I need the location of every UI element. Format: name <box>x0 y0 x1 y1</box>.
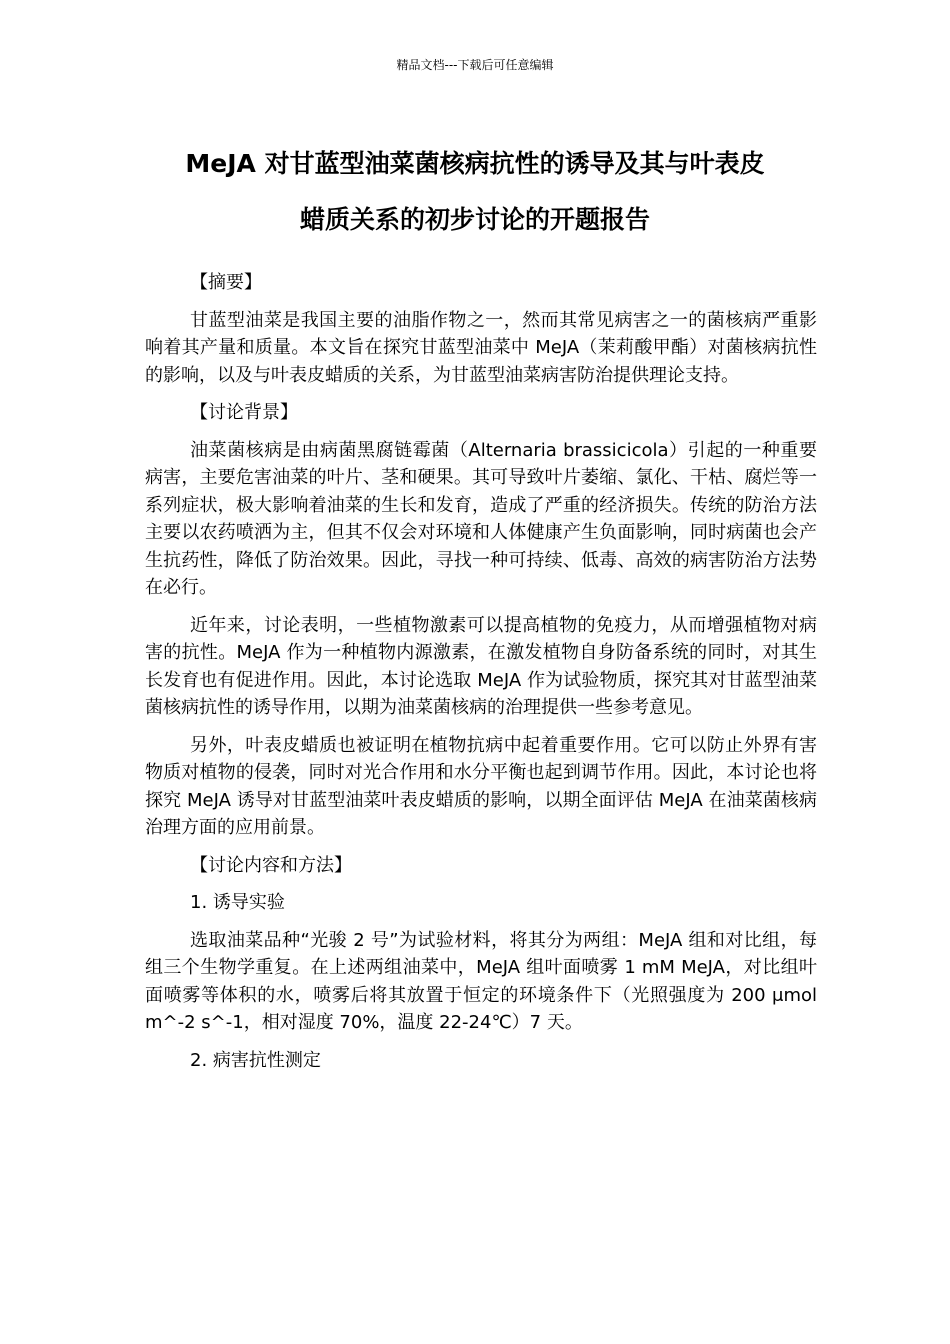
page-title <box>120 136 830 248</box>
document-body <box>145 269 817 1084</box>
background-paragraph-1: 油菜菌核病是由病菌黑腐链霉菌（Alternaria brassicicola）引起的一种重要病害，主要危害油菜的叶片、茎和硬果。其可导致叶片萎缩、氯化、干枯、腐烂等一系列症状，极大影响着油菜的生长和发育，造成了严重的经济损失。传统的防治方法主要以农药喷洒为主，但其不仅会对环境和人体健康产生负面影响，同时病菌也会产生抗药性，降低了防治效果。因此，寻找一种可持续、低毒、高效的病害防治方法势在必行。 <box>145 439 817 598</box>
abstract-paragraph: 甘蓝型油菜是我国主要的油脂作物之一，然而其常见病害之一的菌核病严重影响着其产量和质量。本文旨在探究甘蓝型油菜中 MeJA（茉莉酸甲酯）对菌核病抗性的影响，以及与叶表皮蜡质的关系，为甘蓝型油菜病害防治提供理论支持。 <box>145 309 817 386</box>
abstract-heading: 【摘要】 <box>190 272 262 293</box>
page-header: 精品文档---下载后可任意编辑 <box>396 58 554 72</box>
methods-paragraph-1: 选取油菜品种“光骏 2 号”为试验材料，将其分为两组：MeJA 组和对比组，每组三个生物学重复。在上述两组油菜中，MeJA 组叶面喷雾 1 mM MeJA，对比组叶面喷雾等体积的水，喷雾后将其放置于恒定的环境条件下（光照强度为 200 μmol m^-2 s^-1，相对湿度 70%，温度 22-24℃）7 天。 <box>145 929 817 1033</box>
background-paragraph-2: 近年来，讨论表明，一些植物激素可以提高植物的免疫力，从而增强植物对病害的抗性。MeJA 作为一种植物内源激素，在激发植物自身防备系统的同时，对其生长发育也有促进作用。因此，本讨论选取 MeJA 作为试验物质，探究其对甘蓝型油菜菌核病抗性的诱导作用，以期为油菜菌核病的治理提供一些参考意见。 <box>145 614 817 718</box>
methods-heading: 【讨论内容和方法】 <box>190 854 352 876</box>
title-line-1: MeJA 对甘蓝型油菜菌核病抗性的诱导及其与叶表皮 <box>185 149 765 178</box>
background-paragraph-3: 另外，叶表皮蜡质也被证明在植物抗病中起着重要作用。它可以防止外界有害物质对植物的侵袭，同时对光合作用和水分平衡也起到调节作用。因此，本讨论也将探究 MeJA 诱导对甘蓝型油菜叶表皮蜡质的影响，以期全面评估 MeJA 在油菜菌核病治理方面的应用前景。 <box>145 734 817 838</box>
background-heading: 【讨论背景】 <box>190 402 298 423</box>
title-line-2: 蜡质关系的初步讨论的开题报告 <box>299 205 650 234</box>
methods-item-1: 1. 诱导实验 <box>190 892 285 913</box>
methods-item-2: 2. 病害抗性测定 <box>190 1049 321 1071</box>
